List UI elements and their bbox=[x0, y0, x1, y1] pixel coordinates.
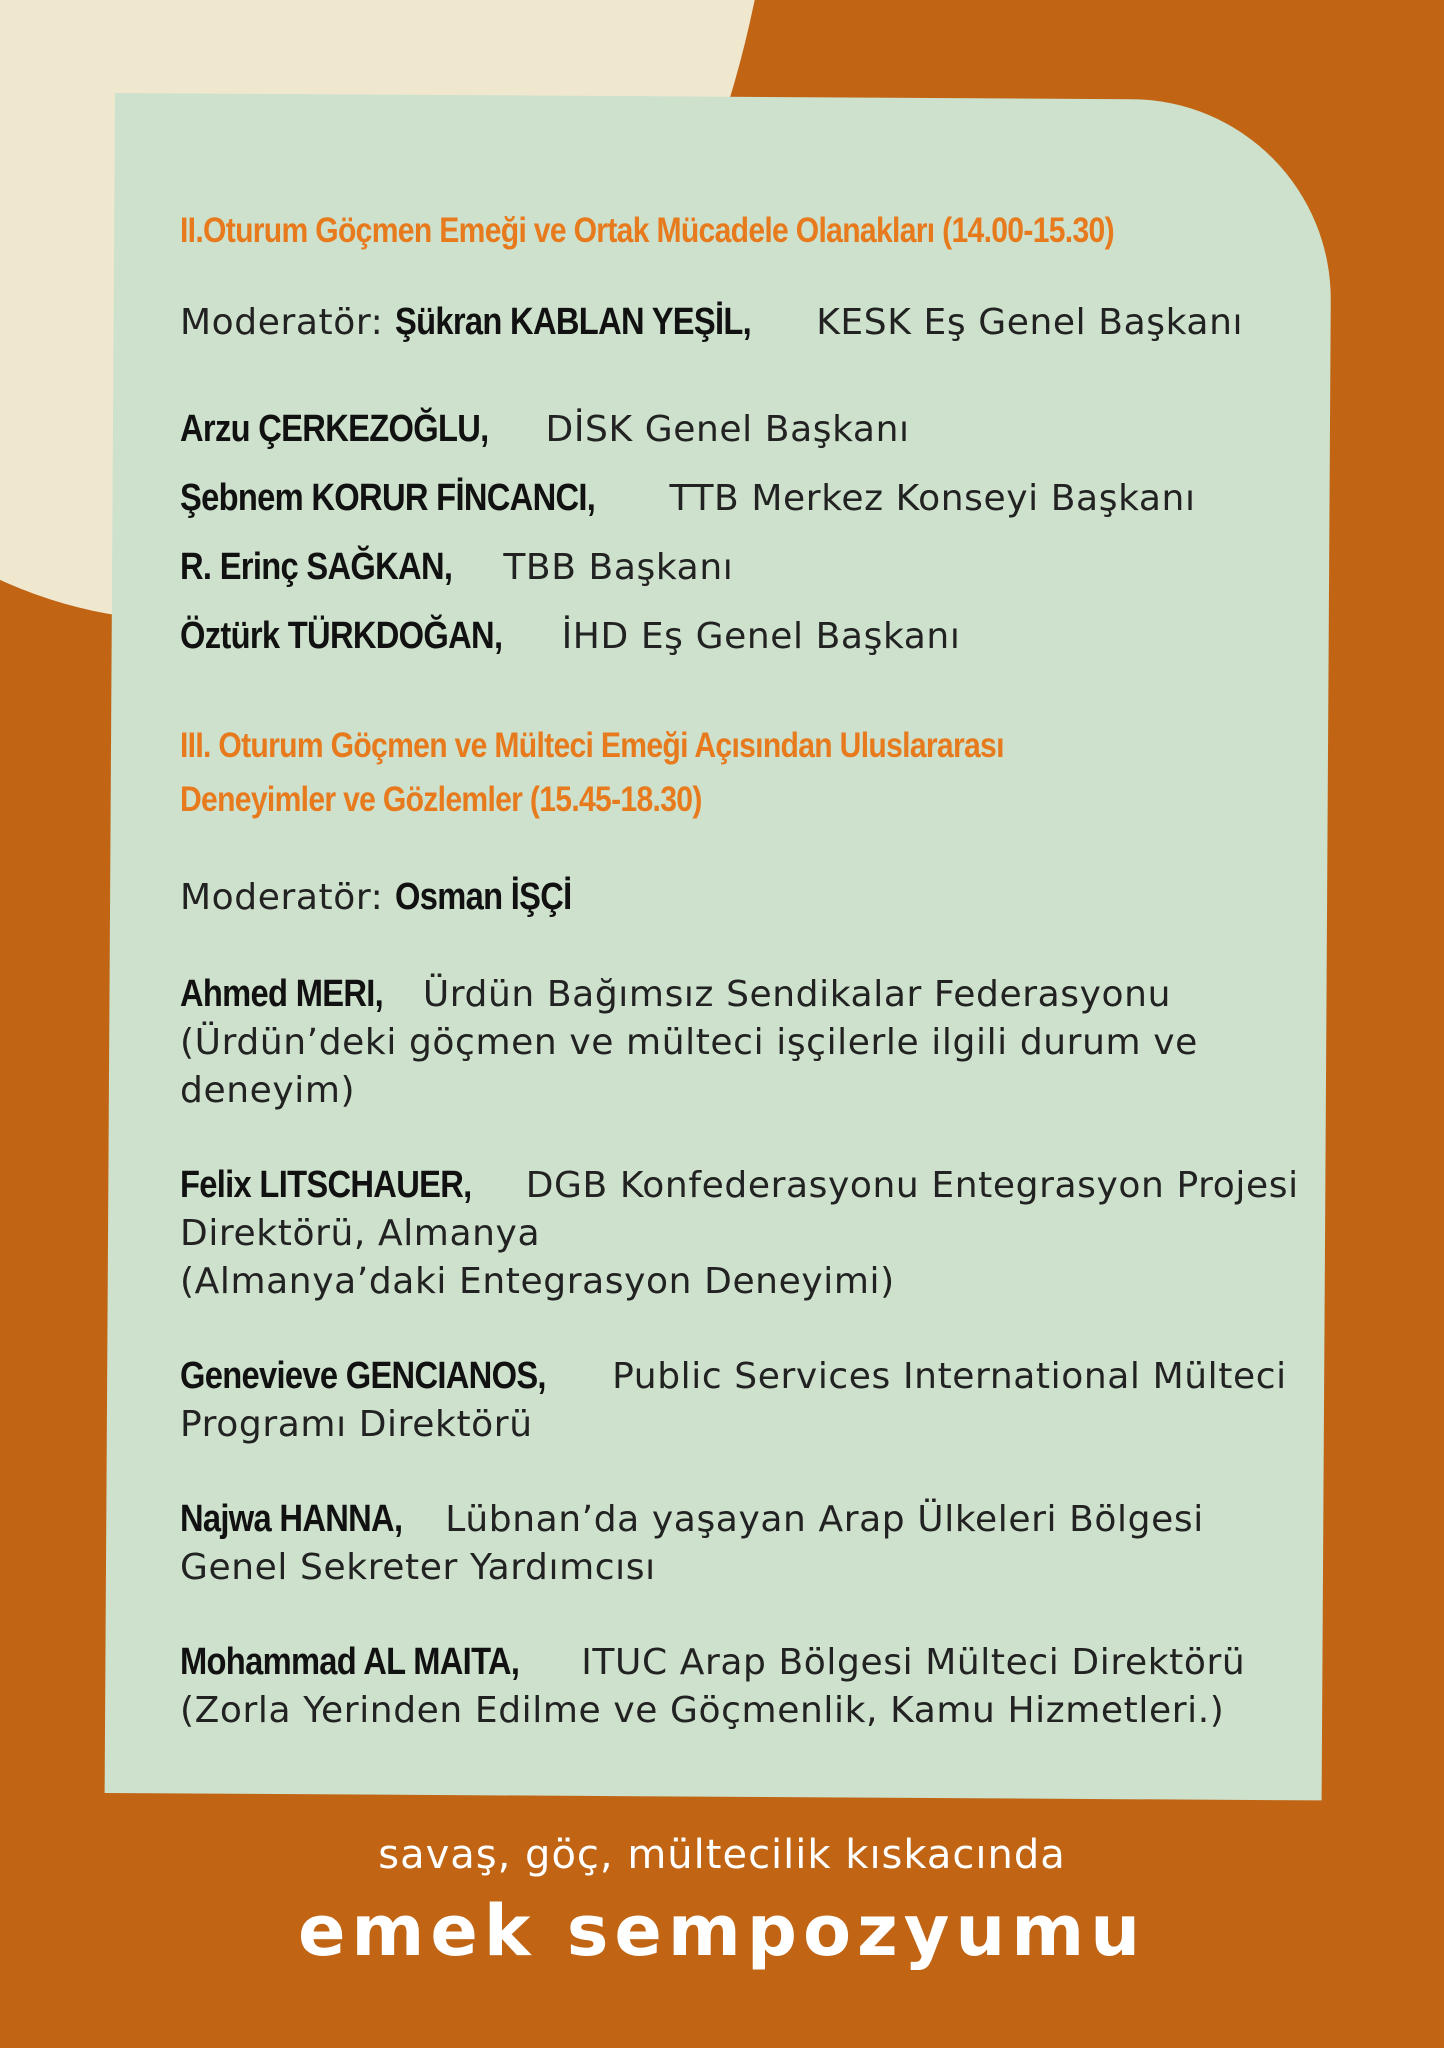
program-content bbox=[180, 200, 1299, 1735]
speaker bbox=[180, 543, 1240, 592]
speaker-name: Ahmed MERI, bbox=[180, 973, 384, 1015]
speaker-name: Najwa HANNA, bbox=[180, 1498, 403, 1540]
session-3-title-line-2: Deneyimler ve Gözlemler (15.45-18.30) bbox=[180, 780, 702, 819]
speaker-detail: (Almanya’daki Entegrasyon Deneyimi) bbox=[180, 1261, 895, 1302]
speaker-detail: (Zorla Yerinden Edilme ve Göçmenlik, Kamu Hizmetleri.) bbox=[180, 1690, 1225, 1731]
session-2-title: II.Oturum Göçmen Emeği ve Ortak Mücadele Olanakları (14.00-15.30) bbox=[180, 211, 1114, 250]
footer-title: emek sempozyumu bbox=[297, 1890, 1147, 1972]
speaker-role: ITUC Arap Bölgesi Mülteci Direktörü bbox=[581, 1642, 1246, 1683]
speaker-role: İHD Eş Genel Başkanı bbox=[561, 616, 961, 657]
speaker bbox=[180, 1638, 1246, 1735]
speaker bbox=[180, 1352, 1287, 1449]
speaker-name: Arzu ÇERKEZOĞLU, bbox=[180, 408, 489, 450]
speaker-role: Ürdün Bağımsız Sendikalar Federasyonu bbox=[422, 974, 1171, 1015]
speaker-detail: (Ürdün’deki göçmen ve mülteci işçilerle ilgili durum ve bbox=[180, 1022, 1198, 1063]
speaker-name: Genevieve GENCIANOS, bbox=[180, 1355, 546, 1397]
speaker-role: Public Services International Mülteci bbox=[612, 1356, 1287, 1397]
speaker-role: TTB Merkez Konseyi Başkanı bbox=[669, 478, 1196, 519]
session-3-speakers bbox=[180, 970, 1299, 1735]
footer-subtitle: savaş, göç, mültecilik kıskacında bbox=[378, 1832, 1066, 1878]
speaker-name: R. Erinç SAĞKAN, bbox=[180, 546, 453, 588]
session-3-moderator bbox=[180, 873, 1240, 922]
speaker-name: Mohammad AL MAITA, bbox=[180, 1641, 520, 1683]
session-2-speakers bbox=[180, 405, 1240, 661]
session-2-moderator bbox=[180, 298, 1244, 347]
speaker-role: DİSK Genel Başkanı bbox=[545, 409, 910, 450]
session-2 bbox=[180, 204, 1244, 661]
speaker-name: Şebnem KORUR FİNCANCI, bbox=[180, 477, 596, 519]
speaker-role: Lübnan’da yaşayan Arap Ülkeleri Bölgesi bbox=[445, 1499, 1204, 1540]
moderator-name: Osman İŞÇİ bbox=[395, 876, 572, 918]
speaker bbox=[180, 970, 1240, 1115]
session-3 bbox=[180, 719, 1299, 1735]
moderator-label: Moderatör: bbox=[180, 877, 384, 918]
moderator-role: KESK Eş Genel Başkanı bbox=[816, 302, 1244, 343]
speaker bbox=[180, 612, 1240, 661]
session-3-title-line-1: III. Oturum Göçmen ve Mülteci Emeği Açısından Uluslararası bbox=[180, 726, 1004, 765]
speaker bbox=[180, 405, 1240, 454]
speaker-detail: Genel Sekreter Yardımcısı bbox=[180, 1547, 656, 1588]
speaker-detail: deneyim) bbox=[180, 1070, 356, 1111]
speaker-detail: Direktörü, Almanya bbox=[180, 1213, 541, 1254]
speaker-detail: Programı Direktörü bbox=[180, 1404, 533, 1445]
speaker-role: TBB Başkanı bbox=[503, 547, 734, 588]
moderator-label: Moderatör: bbox=[180, 302, 384, 343]
speaker bbox=[180, 1495, 1240, 1592]
speaker bbox=[180, 474, 1240, 523]
moderator-name: Şükran KABLAN YEŞİL, bbox=[395, 301, 752, 343]
speaker-name: Öztürk TÜRKDOĞAN, bbox=[180, 615, 503, 657]
speaker-name: Felix LITSCHAUER, bbox=[180, 1164, 472, 1206]
speaker-role: DGB Konfederasyonu Entegrasyon Projesi bbox=[525, 1165, 1299, 1206]
speaker bbox=[180, 1161, 1299, 1306]
